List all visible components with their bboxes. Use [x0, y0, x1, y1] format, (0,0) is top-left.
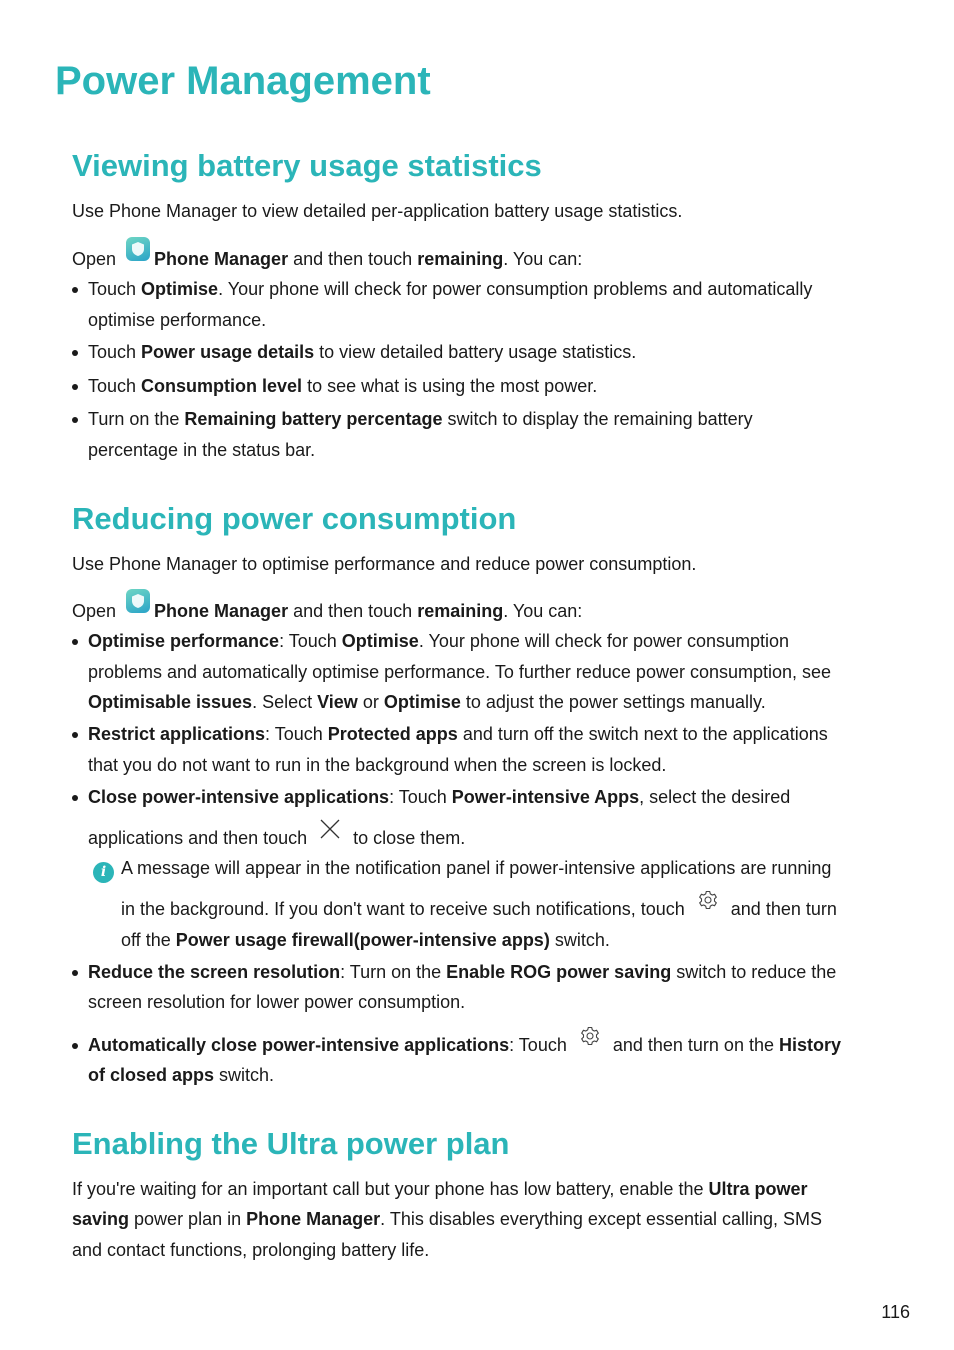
list-item: Touch Power usage details to view detailed battery usage statistics.: [88, 340, 636, 364]
note-text: off the Power usage firewall(power-intensive apps) switch.: [121, 930, 610, 950]
section-title-battery-stats: Viewing battery usage statistics: [72, 148, 542, 183]
note-text: A message will appear in the notification panel if power-intensive applications are running: [121, 858, 832, 878]
intro-text: Use Phone Manager to optimise performance and reduce power consumption.: [72, 554, 697, 574]
list-item: Optimise performance: Touch Optimise. Your phone will check for power consumption: [88, 629, 789, 653]
open-instruction: Open Phone Manager and then touch remaining. You can:: [72, 597, 582, 623]
list-item-continuation: applications and then touch to close them.: [88, 826, 465, 854]
section-title-reducing-power: Reducing power consumption: [72, 501, 517, 536]
paragraph-line: saving power plan in Phone Manager. This disables everything except essential calling, SMS: [72, 1209, 823, 1229]
gear-icon: [579, 1025, 601, 1053]
page-number: 116: [881, 1302, 910, 1322]
list-item-continuation: that you do not want to run in the background when the screen is locked.: [88, 755, 667, 775]
list-item: Close power-intensive applications: Touch Power-intensive Apps, select the desired: [88, 785, 790, 809]
list-item-continuation: problems and automatically optimise performance. To further reduce power consumption, see: [88, 662, 832, 682]
info-icon: i: [93, 862, 114, 883]
list-item-continuation: of closed apps switch.: [88, 1065, 275, 1085]
list-item: Touch Consumption level to see what is using the most power.: [88, 374, 597, 398]
list-item-continuation: Optimisable issues. Select View or Optimise to adjust the power settings manually.: [88, 692, 766, 712]
intro-text: Use Phone Manager to view detailed per-application battery usage statistics.: [72, 201, 683, 221]
gear-icon: [697, 889, 719, 917]
list-item: Touch Optimise. Your phone will check for power consumption problems and automatically: [88, 277, 812, 301]
list-item: Automatically close power-intensive applications: Touch and then turn on the History: [88, 1033, 841, 1061]
paragraph-line: If you're waiting for an important call but your phone has low battery, enable the Ultra power: [72, 1179, 808, 1199]
phone-manager-app-icon: [126, 237, 150, 261]
phone-manager-app-icon: [126, 589, 150, 613]
list-item: Turn on the Remaining battery percentage switch to display the remaining battery: [88, 407, 753, 431]
note-text: in the background. If you don't want to receive such notifications, touch and then turn: [121, 897, 837, 925]
close-x-icon: [319, 818, 341, 846]
list-item-continuation: optimise performance.: [88, 310, 267, 330]
list-item: Restrict applications: Touch Protected apps and turn off the switch next to the applications: [88, 722, 828, 746]
list-item-continuation: percentage in the status bar.: [88, 440, 316, 460]
list-item: Reduce the screen resolution: Turn on the Enable ROG power saving switch to reduce the: [88, 960, 836, 984]
paragraph-line: and contact functions, prolonging battery life.: [72, 1240, 430, 1260]
page-title: Power Management: [55, 59, 431, 103]
list-item-continuation: screen resolution for lower power consumption.: [88, 992, 466, 1012]
open-instruction: Open Phone Manager and then touch remaining. You can:: [72, 245, 582, 271]
section-title-ultra-power: Enabling the Ultra power plan: [72, 1126, 510, 1161]
